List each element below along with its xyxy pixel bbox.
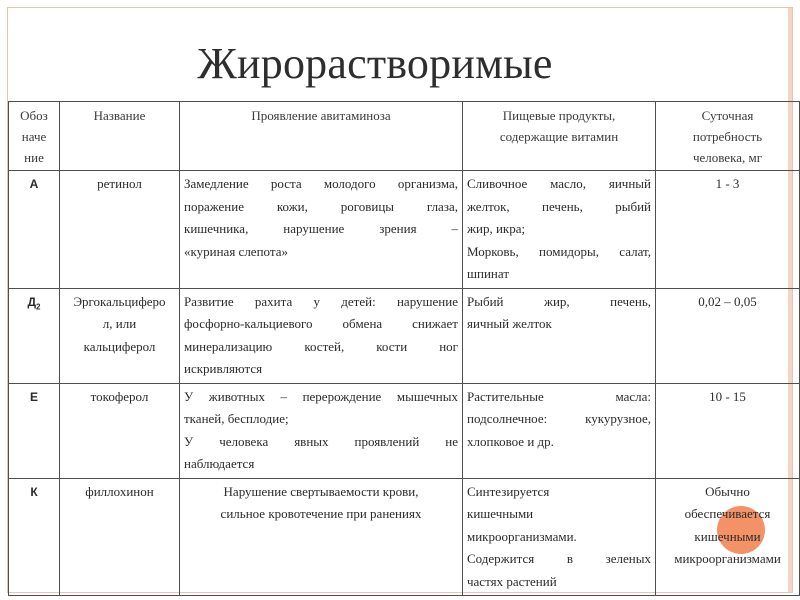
daily-need: Обычно обеспечивается кишечными микроорганизмами	[656, 478, 800, 596]
table-row	[9, 288, 800, 383]
table-row	[9, 478, 800, 596]
header-deficiency: Проявление авитаминоза	[180, 102, 463, 171]
food-sources: Синтезируется кишечными микроорганизмами. Содержится в зеленых частях растений	[463, 478, 656, 596]
deficiency-symptoms: Развитие рахита у детей: нарушение фосфорно-кальциевого обмена снижает минерализацию костей, кости ног искривляются	[180, 288, 463, 383]
header-foods: Пищевые продукты, содержащие витамин	[463, 102, 656, 171]
vitamin-name: филлохинон	[60, 478, 180, 596]
daily-need: 0,02 – 0,05	[656, 288, 800, 383]
slide-title: Жирорастворимые	[197, 39, 553, 88]
vitamin-designation: $Д_2$	[9, 288, 60, 383]
deficiency-symptoms: Замедление роста молодого организма, поражение кожи, роговицы глаза, кишечника, нарушение зрения – «куриная слепота»	[180, 171, 463, 289]
header-designation: Обоз наче ние	[9, 102, 60, 171]
header-daily-need: Суточная потребность человека, мг	[656, 102, 800, 171]
daily-need: 10 - 15	[656, 383, 800, 478]
header-name: Название	[60, 102, 180, 171]
vitamin-designation: А	[9, 171, 60, 289]
vitamin-name: токоферол	[60, 383, 180, 478]
vitamin-designation: Е	[9, 383, 60, 478]
deficiency-symptoms: У животных – перерождение мышечных тканей, бесплодие; У человека явных проявлений не наблюдается	[180, 383, 463, 478]
table-header-row	[9, 102, 800, 171]
food-sources: Рыбий жир, печень, яичный желток	[463, 288, 656, 383]
vitamin-name: Эргокальциферо л, или кальциферол	[60, 288, 180, 383]
vitamin-designation: К	[9, 478, 60, 596]
table-row	[9, 171, 800, 289]
daily-need: 1 - 3	[656, 171, 800, 289]
deficiency-symptoms: Нарушение свертываемости крови, сильное кровотечение при ранениях	[180, 478, 463, 596]
table-row	[9, 383, 800, 478]
vitamin-name: ретинол	[60, 171, 180, 289]
vitamin-table	[8, 101, 800, 596]
food-sources: Растительные масла: подсолнечное: кукурузное, хлопковое и др.	[463, 383, 656, 478]
food-sources: Сливочное масло, яичный желток, печень, рыбий жир, икра; Морковь, помидоры, салат, шпинат	[463, 171, 656, 289]
